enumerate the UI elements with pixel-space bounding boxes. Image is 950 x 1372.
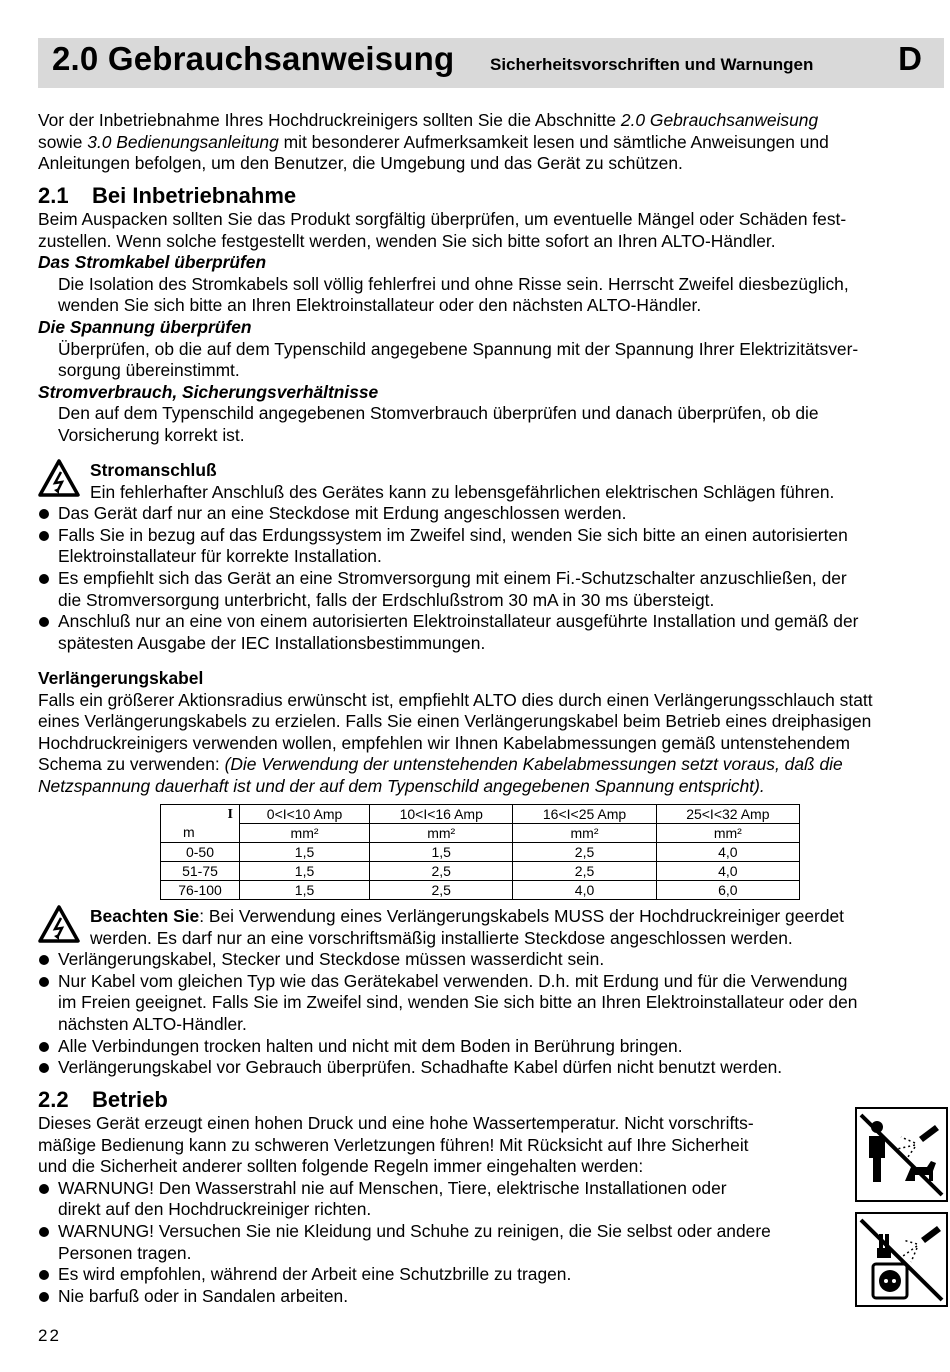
table-header-cell: 16<I<25 Amp: [513, 805, 656, 824]
bullet-icon: [39, 1292, 49, 1302]
bullet-icon: [39, 1270, 49, 1280]
section-number: 2.1: [38, 183, 69, 208]
paragraph-note: (Die Verwendung der untenstehenden Kabelabmessungen setzt voraus, daß die: [224, 754, 843, 775]
table-row-label: 0-50: [161, 843, 240, 862]
intro-text: sowie: [38, 131, 88, 152]
list-item: [38, 1178, 944, 1221]
list-item-text: Falls Sie in bezug auf das Erdungssystem im Zweifel sind, wenden Sie sich bitte an einen autorisierten: [58, 524, 848, 545]
bullet-icon: [39, 1063, 49, 1073]
list-item: [38, 1036, 944, 1058]
paragraph-note: Netzspannung dauerhaft ist und der auf dem Typenschild angegebenen Spannung entspricht).: [38, 775, 765, 796]
table-row-label: 51-75: [161, 862, 240, 881]
warning-label: Beachten Sie: [90, 906, 200, 926]
table-cell: 2,5: [513, 843, 656, 862]
table-corner-current: I: [161, 805, 240, 824]
list-item-text: Verlängerungskabel vor Gebrauch überprüfen. Schadhafte Kabel dürfen nicht benutzt werden.: [58, 1057, 783, 1078]
language-code: D: [898, 40, 922, 77]
table-cell: 4,0: [656, 843, 799, 862]
table-header-cell: 10<I<16 Amp: [370, 805, 513, 824]
list-item-text: im Freien geeignet. Falls Sie im Zweifel sind, wenden Sie sich bitte an Ihren Elektroinstallateur oder den: [58, 992, 858, 1013]
table-unit-cell: mm²: [240, 824, 370, 843]
table-cell: 2,5: [513, 862, 656, 881]
list-item-text: WARNUNG! Versuchen Sie nie Kleidung und Schuhe zu reinigen, die Sie selbst oder andere: [58, 1220, 771, 1241]
table-row: [161, 881, 800, 900]
section-heading-text: Betrieb: [92, 1087, 168, 1112]
verlaengerungskabel-block: [38, 668, 944, 798]
list-item-text: Nie barfuß oder in Sandalen arbeiten.: [58, 1285, 349, 1306]
stromanschluss-block: [38, 460, 944, 654]
bullet-icon: [39, 955, 49, 965]
list-item-text: Es empfiehlt sich das Gerät an eine Stromversorgung mit einem Fi.-Schutzschalter anzuschließen, der: [58, 567, 847, 588]
paragraph-line: wenden Sie sich bitte an Ihren Elektroinstallateur oder den nächsten ALTO-Händler.: [58, 295, 702, 316]
table-cell: 6,0: [656, 881, 799, 900]
warning-text: : Bei Verwendung eines Verlängerungskabels MUSS der Hochdruckreiniger geerdet: [199, 906, 845, 926]
list-item-text: Nur Kabel vom gleichen Typ wie das Gerätekabel verwenden. D.h. mit Erdung und für die Verwendung: [58, 970, 848, 991]
subheading-verlaengerungskabel: Verlängerungskabel: [38, 668, 204, 688]
section-heading: [38, 183, 944, 209]
paragraph-line: mäßige Bedienung kann zu schweren Verletzungen führen! Mit Rücksicht auf Ihre Sicherheit: [38, 1134, 749, 1155]
list-item-text: die Stromversorgung unterbricht, falls der Erdschlußstrom 30 mA in 30 ms übersteigt.: [58, 589, 715, 610]
warning-title: Stromanschluß: [90, 460, 217, 480]
list-item-text: Anschluß nur an eine von einem autorisierten Elektroinstallateur ausgeführte Installation und gemäß der: [58, 611, 859, 632]
cable-size-table: [160, 804, 800, 900]
table-unit-row: [161, 824, 800, 843]
bullet-icon: [39, 1227, 49, 1237]
table-row: [161, 862, 800, 881]
list-item: [38, 971, 944, 1036]
table-corner-length: m: [161, 824, 240, 843]
paragraph-line: Dieses Gerät erzeugt einen hohen Druck und eine hohe Wassertemperatur. Nicht vorschrifts-: [38, 1113, 754, 1133]
table-header-cell: 25<I<32 Amp: [656, 805, 799, 824]
paragraph-line: und die Sicherheit anderer sollten folgende Regeln immer eingehalten werden:: [38, 1156, 644, 1177]
intro-ref-gebrauchsanweisung: 2.0 Gebrauchsanweisung: [620, 110, 819, 130]
paragraph-line: Die Isolation des Stromkabels soll völlig fehlerfrei und ohne Risse sein. Herrscht Zweifel diesbezüglich,: [58, 273, 849, 294]
bullet-icon: [39, 574, 49, 584]
list-item-text: Das Gerät darf nur an eine Steckdose mit Erdung angeschlossen werden.: [58, 503, 627, 524]
table-cell: 2,5: [370, 862, 513, 881]
warning-text: werden. Es darf nur an eine vorschriftsmäßig installierte Steckdose angeschlossen werden.: [90, 927, 793, 948]
intro-ref-bedienungsanleitung: 3.0 Bedienungsanleitung: [87, 131, 279, 152]
table-unit-cell: mm²: [513, 824, 656, 843]
subheading-stromverbrauch: Stromverbrauch, Sicherungsverhältnisse: [38, 381, 379, 402]
table-cell: 1,5: [240, 862, 370, 881]
page-number: 22: [38, 1326, 61, 1345]
paragraph-line: Beim Auspacken sollten Sie das Produkt sorgfältig überprüfen, um eventuelle Mängel oder Schäden fest-: [38, 209, 847, 229]
section-title: 2.0 Gebrauchsanweisung: [52, 40, 455, 77]
paragraph-line: sorgung übereinstimmt.: [58, 360, 240, 381]
section-subtitle: Sicherheitsvorschriften und Warnungen: [490, 55, 814, 74]
list-item-text: Verlängerungskabel, Stecker und Steckdose müssen wasserdicht sein.: [58, 949, 605, 970]
paragraph-line: Hochdruckreinigers verwenden wollen, empfehlen wir Ihnen Kabelabmessungen gemäß untenstehendem: [38, 732, 851, 753]
section-number: 2.2: [38, 1087, 69, 1112]
list-item: [38, 949, 944, 971]
list-item: [38, 525, 944, 568]
list-item: [38, 568, 944, 611]
table-header-cell: 0<I<10 Amp: [240, 805, 370, 824]
paragraph-line: Falls ein größerer Aktionsradius erwünscht ist, empfiehlt ALTO dies durch einen Verlängerungsschlauch statt: [38, 689, 873, 710]
section-heading-text: Bei Inbetriebnahme: [92, 183, 297, 208]
paragraph-line: Überprüfen, ob die auf dem Typenschild angegebene Spannung mit der Spannung Ihrer Elektrizitätsver-: [58, 338, 859, 359]
intro-paragraph: [38, 110, 944, 175]
no-spray-at-people-icon: [855, 1107, 948, 1202]
list-item-text: Personen tragen.: [58, 1242, 192, 1263]
list-item: [38, 503, 944, 525]
paragraph-text: Schema zu verwenden:: [38, 754, 225, 775]
list-item-text: direkt auf den Hochdruckreiniger richten.: [58, 1199, 372, 1220]
paragraph-line: zustellen. Wenn solche festgestellt werden, wenden Sie sich bitte sofort an Ihren ALTO-Händler.: [38, 230, 776, 251]
table-cell: 2,5: [370, 881, 513, 900]
intro-text: mit besonderer Aufmerksamkeit lesen und sämtliche Anweisungen und: [278, 131, 829, 152]
bullet-icon: [39, 1184, 49, 1194]
list-item: [38, 1221, 944, 1264]
paragraph-line: eines Verlängerungskabels zu erzielen. Falls Sie einen Verlängerungskabel beim Betrieb eines dreiphasigen: [38, 711, 872, 732]
section-2-2: [38, 1087, 944, 1307]
list-item: [38, 611, 944, 654]
table-cell: 4,0: [513, 881, 656, 900]
bullet-icon: [39, 617, 49, 627]
table-cell: 1,5: [370, 843, 513, 862]
list-item-text: Es wird empfohlen, während der Arbeit eine Schutzbrille zu tragen.: [58, 1264, 572, 1285]
table-unit-cell: mm²: [656, 824, 799, 843]
beachten-block: [38, 906, 944, 1079]
table-cell: 1,5: [240, 881, 370, 900]
section-heading: [38, 1087, 944, 1113]
paragraph-line: Den auf dem Typenschild angegebenen Stomverbrauch überprüfen und danach überprüfen, ob die: [58, 403, 819, 424]
list-item: [38, 1057, 944, 1079]
bullet-icon: [39, 531, 49, 541]
table-header-row: [161, 805, 800, 824]
table-cell: 4,0: [656, 862, 799, 881]
table-row: [161, 843, 800, 862]
list-item-text: WARNUNG! Den Wasserstrahl nie auf Menschen, Tiere, elektrische Installationen oder: [58, 1177, 727, 1198]
list-item-text: Alle Verbindungen trocken halten und nicht mit dem Boden in Berührung bringen.: [58, 1035, 683, 1056]
list-item: [38, 1286, 944, 1308]
bullet-icon: [39, 1042, 49, 1052]
table-cell: 1,5: [240, 843, 370, 862]
intro-text: Vor der Inbetriebnahme Ihres Hochdruckreinigers sollten Sie die Abschnitte: [38, 110, 621, 130]
list-item-text: Elektroinstallateur für korrekte Installation.: [58, 546, 382, 567]
bullet-icon: [39, 509, 49, 519]
warning-text: Ein fehlerhafter Anschluß des Gerätes kann zu lebensgefährlichen elektrischen Schlägen führen.: [90, 481, 835, 502]
subheading-spannung: Die Spannung überprüfen: [38, 316, 252, 337]
paragraph-line: Vorsicherung korrekt ist.: [58, 424, 245, 445]
list-item-text: spätesten Ausgabe der IEC Installationsbestimmungen.: [58, 632, 486, 653]
list-item: [38, 1264, 944, 1286]
section-2-1: [38, 183, 944, 447]
section-header: [38, 38, 944, 88]
bullet-icon: [39, 977, 49, 987]
intro-text: Anleitungen befolgen, um den Benutzer, die Umgebung und das Gerät zu schützen.: [38, 153, 683, 174]
table-row-label: 76-100: [161, 881, 240, 900]
subheading-stromkabel: Das Stromkabel überprüfen: [38, 252, 267, 273]
table-unit-cell: mm²: [370, 824, 513, 843]
no-spray-at-socket-icon: [855, 1212, 948, 1307]
list-item-text: nächsten ALTO-Händler.: [58, 1013, 247, 1034]
